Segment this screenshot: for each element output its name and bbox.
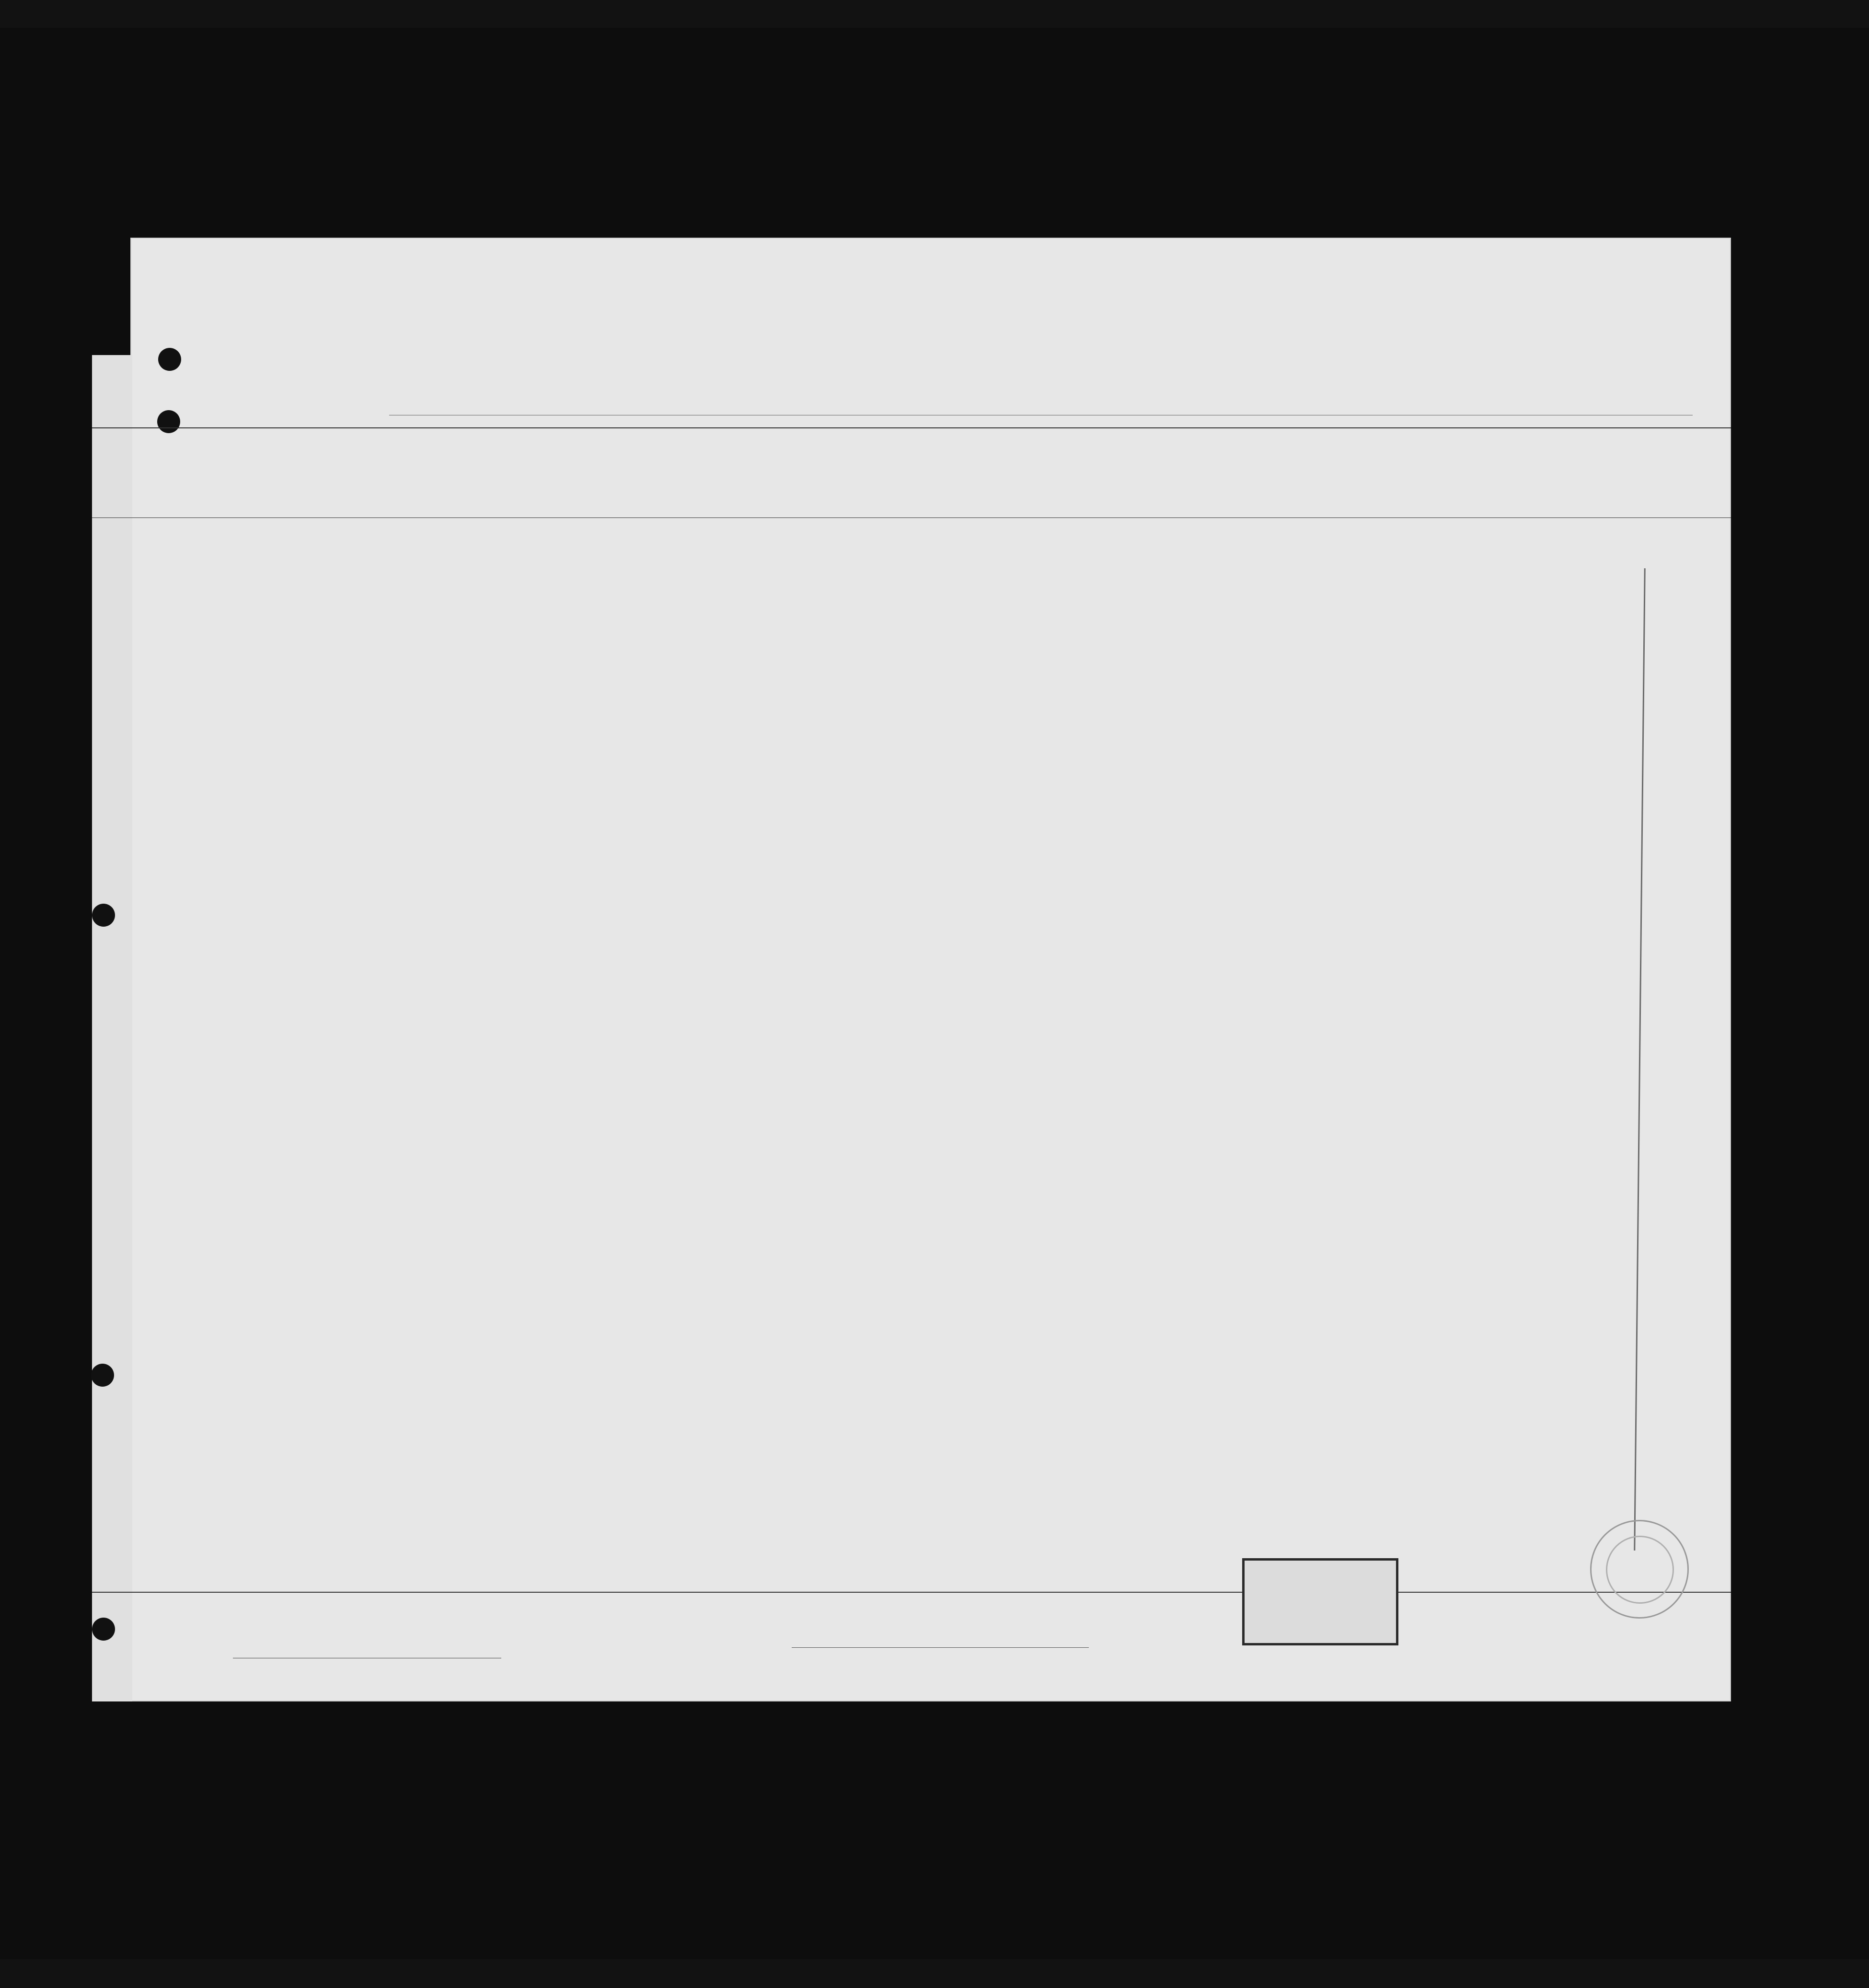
office-stamp: [1242, 1558, 1398, 1645]
table-header-rule: [92, 517, 1731, 518]
punch-hole: [92, 904, 115, 927]
film-bottom-edge: [0, 1959, 1869, 1988]
punch-hole: [92, 1618, 115, 1641]
table-bottom-rule: [92, 1592, 1731, 1593]
punch-hole: [91, 1364, 114, 1387]
punch-hole: [158, 348, 181, 371]
vessel-line: [363, 400, 368, 415]
manifest-sheet: [130, 238, 1731, 1701]
embossed-seal: [1590, 1520, 1689, 1619]
film-top-edge: [0, 0, 1869, 28]
pencil-line: [1634, 568, 1645, 1551]
inspector-signature-line: [792, 1647, 1089, 1648]
punch-hole: [157, 410, 180, 433]
table-top-rule: [92, 427, 1731, 428]
seal-inner-ring: [1606, 1536, 1674, 1604]
sheet-left-strip: [92, 355, 132, 1701]
